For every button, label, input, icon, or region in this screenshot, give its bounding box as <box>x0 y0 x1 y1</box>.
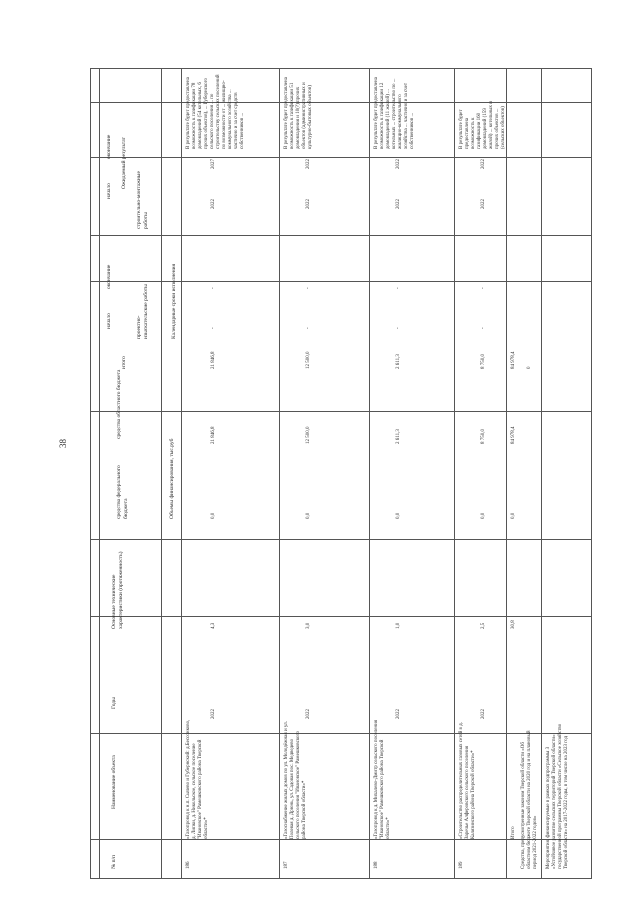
header-fund-reg: средства областного бюджета <box>116 369 122 439</box>
rule <box>506 69 507 878</box>
row-fed: 0,0 <box>396 512 401 519</box>
rule <box>279 69 280 878</box>
row-total: 12 500,0 <box>306 351 311 369</box>
row-c-start: 2022 <box>306 199 311 209</box>
row-year: 2022 <box>211 709 216 719</box>
row-d-start: - <box>211 327 216 329</box>
row-c-end: 2022 <box>396 159 401 169</box>
row-fed: 0,0 <box>306 512 311 519</box>
header-end: окончание <box>106 264 112 289</box>
row-total: 21 846,8 <box>211 351 216 369</box>
rule <box>454 69 455 878</box>
footer-row2-label: Мероприятия, финансируемые в рамках подпрограммы 3 «Устойчивое развитие сельских территорий Тверской области» государственной программы Тверской области «Сельское хозяйство Тверской области» на 2017-2022 годы, в том числе на 2023 год <box>546 723 569 869</box>
rule <box>91 235 591 236</box>
footer-row1-label: Средства, предусмотренные законом Тверской области «Об областном бюджете Тверской области на 2020 год и на плановый период 2021-2022 годов» <box>521 730 538 869</box>
rule <box>91 839 591 840</box>
row-c-start: 2022 <box>396 199 401 209</box>
row-result: В результате будет предоставлена возможность к газификации 51 домовладения и 10(?) прочих объектов (административных и культурно-бытовых объектов) <box>284 77 313 149</box>
header-design: проектно-изыскательские работы <box>136 284 149 339</box>
row-num: 188 <box>374 861 379 869</box>
row-name: «Газоснабжение жилых домов по ул. Молодёжная и ул. Полевая д. Дрюнь, ул. Садовая пос. Медведево сельского поселения "Ивановское" Рамешковского района Тверской области»* <box>284 721 307 839</box>
row-total: 2 611,3 <box>396 354 401 369</box>
row-d-start: - <box>481 327 486 329</box>
row-tech: 3,0 <box>306 622 311 629</box>
row-reg: 12 500,0 <box>306 426 311 444</box>
row-result: В результате будет предоставлена возможность к газификации 12 домовладений (11 жилой) ... котельных ... строительство по ... жилищно-коммунального хозяйства ... частично и за счет собственников ... <box>374 77 415 149</box>
row-total: 8 750,0 <box>481 354 486 369</box>
header-fund-total: итого <box>121 356 127 369</box>
header-result: Ожидаемый результат <box>121 137 127 189</box>
rule <box>91 411 591 412</box>
rule <box>91 539 591 540</box>
row-fed: 0,0 <box>211 512 216 519</box>
header-end2: окончание <box>106 134 112 159</box>
row-tech: 1,0 <box>396 622 401 629</box>
header-tech: Основные технические характеристики (протяженность) <box>111 551 124 629</box>
row-num: 186 <box>186 861 191 869</box>
row-d-start: - <box>396 327 401 329</box>
row-d-end: - <box>481 287 486 289</box>
row-year: 2022 <box>396 709 401 719</box>
total-fed: 0,0 <box>511 512 516 519</box>
rule <box>541 69 542 878</box>
footer-row1-value: 0 <box>527 366 532 369</box>
header-start: начало <box>106 313 112 329</box>
rule <box>91 157 591 158</box>
rule <box>369 69 370 878</box>
total-reg: 84 978,4 <box>511 426 516 444</box>
row-result: В результате будет предоставлена возможность к газификации 78 домовладений (54 котельных, 6 прочих объектов), ... Губернского сельского поселения ... по строительству сельских поселений по возможности от ... жилищно-коммунального хозяйства ... частично и за счет средств собственников ... <box>186 74 245 149</box>
row-reg: 8 750,0 <box>481 429 486 444</box>
total-label: Итого <box>511 826 516 839</box>
header-start2: начало <box>106 183 112 199</box>
rule <box>91 102 591 103</box>
row-d-end: - <box>306 287 311 289</box>
row-tech: 4,3 <box>211 622 216 629</box>
row-d-start: - <box>306 327 311 329</box>
row-c-start: 2022 <box>211 199 216 209</box>
rule <box>91 733 591 734</box>
header-num: № п/п <box>111 854 117 869</box>
rule <box>99 69 100 878</box>
row-result: В результате будет предоставлена возможность к газификации 160 домовладений (159 жилой) ... котельных и прочих объектов ... (сельских объектов) <box>459 101 506 149</box>
rule <box>91 616 591 617</box>
row-reg: 2 611,3 <box>396 429 401 444</box>
row-num: 187 <box>284 861 289 869</box>
row-tech: 2,5 <box>481 622 486 629</box>
row-c-end: 2027 <box>211 159 216 169</box>
header-funding: Объемы финансирования, тыс.руб <box>169 438 175 519</box>
header-years: Годы <box>111 697 117 709</box>
header-construction: строительно-монтажные работы <box>136 171 149 229</box>
row-year: 2022 <box>306 709 311 719</box>
row-name: «Строительство распределительных газовых сетей в д. Заречье Алферовского сельского поселения Калязинского района Тверской области»* <box>459 722 476 839</box>
row-reg: 21 846,8 <box>211 426 216 444</box>
rule <box>181 69 182 878</box>
row-c-start: 2022 <box>481 199 486 209</box>
rule <box>91 281 591 282</box>
header-calendar: Календарные сроки исполнения <box>171 263 177 339</box>
header-fund-fed: средства федерального бюджета <box>116 465 129 519</box>
rule <box>161 69 162 878</box>
row-fed: 0,0 <box>481 512 486 519</box>
data-table <box>90 68 592 879</box>
header-name: Наименование объекта <box>111 755 117 809</box>
row-num: 189 <box>459 861 464 869</box>
total-tech: 30,8 <box>511 620 516 629</box>
total-total: 84 978,4 <box>511 351 516 369</box>
row-d-end: - <box>396 287 401 289</box>
row-name: «Газопровод к д. Михалево-Дмитр сельского поселения "Ивановское" Рамешковского района Тверской области»* <box>374 719 391 839</box>
page-number: 38 <box>58 439 68 448</box>
row-year: 2022 <box>481 709 486 719</box>
row-c-end: 2022 <box>481 159 486 169</box>
row-d-end: - <box>211 287 216 289</box>
row-c-end: 2022 <box>306 159 311 169</box>
row-name: «Газопровод к н.п. Сычево и Губернский: д.Бессонково, д. Липки, д. Никольское, сельское поселение "Ивановское" Рамешковского района Тверской области»* <box>186 719 209 839</box>
